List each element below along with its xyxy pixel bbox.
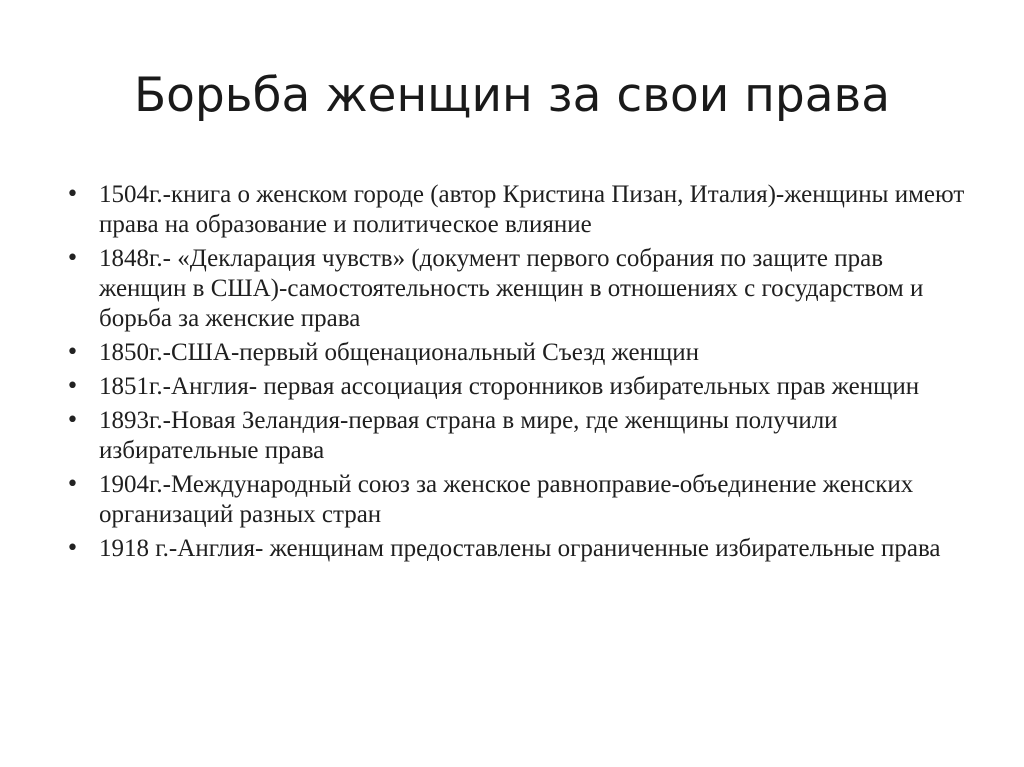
bullet-text: 1851г.-Англия- первая ассоциация сторонников избирательных прав женщин <box>99 373 920 400</box>
bullet-icon: • <box>66 340 79 365</box>
list-item <box>66 534 966 564</box>
bullet-list <box>66 180 966 568</box>
bullet-text: 1918 г.-Англия- женщинам предоставлены ограниченные избирательные права <box>99 535 941 562</box>
list-item <box>66 470 966 530</box>
bullet-icon: • <box>66 536 79 561</box>
bullet-text: 1850г.-США-первый общенациональный Съезд женщин <box>99 339 699 366</box>
bullet-icon: • <box>66 246 79 271</box>
bullet-text: 1904г.-Международный союз за женское равноправие-объединение женских организаций разных стран <box>99 471 914 528</box>
slide-title: Борьба женщин за свои права <box>133 68 891 123</box>
bullet-text: 1504г.-книга о женском городе (автор Кристина Пизан, Италия)-женщины имеют права на образование и политическое влияние <box>99 181 965 238</box>
list-item <box>66 180 966 240</box>
bullet-icon: • <box>66 408 79 433</box>
bullet-text: 1848г.- «Декларация чувств» (документ первого собрания по защите прав женщин в США)-самостоятельность женщин в отношениях с государством и борьба за женские права <box>99 245 924 332</box>
list-item <box>66 244 966 334</box>
bullet-icon: • <box>66 472 79 497</box>
bullet-text: 1893г.-Новая Зеландия-первая страна в мире, где женщины получили избирательные права <box>99 407 838 464</box>
list-item <box>66 372 966 402</box>
list-item <box>66 338 966 368</box>
bullet-icon: • <box>66 182 79 207</box>
bullet-icon: • <box>66 374 79 399</box>
list-item <box>66 406 966 466</box>
